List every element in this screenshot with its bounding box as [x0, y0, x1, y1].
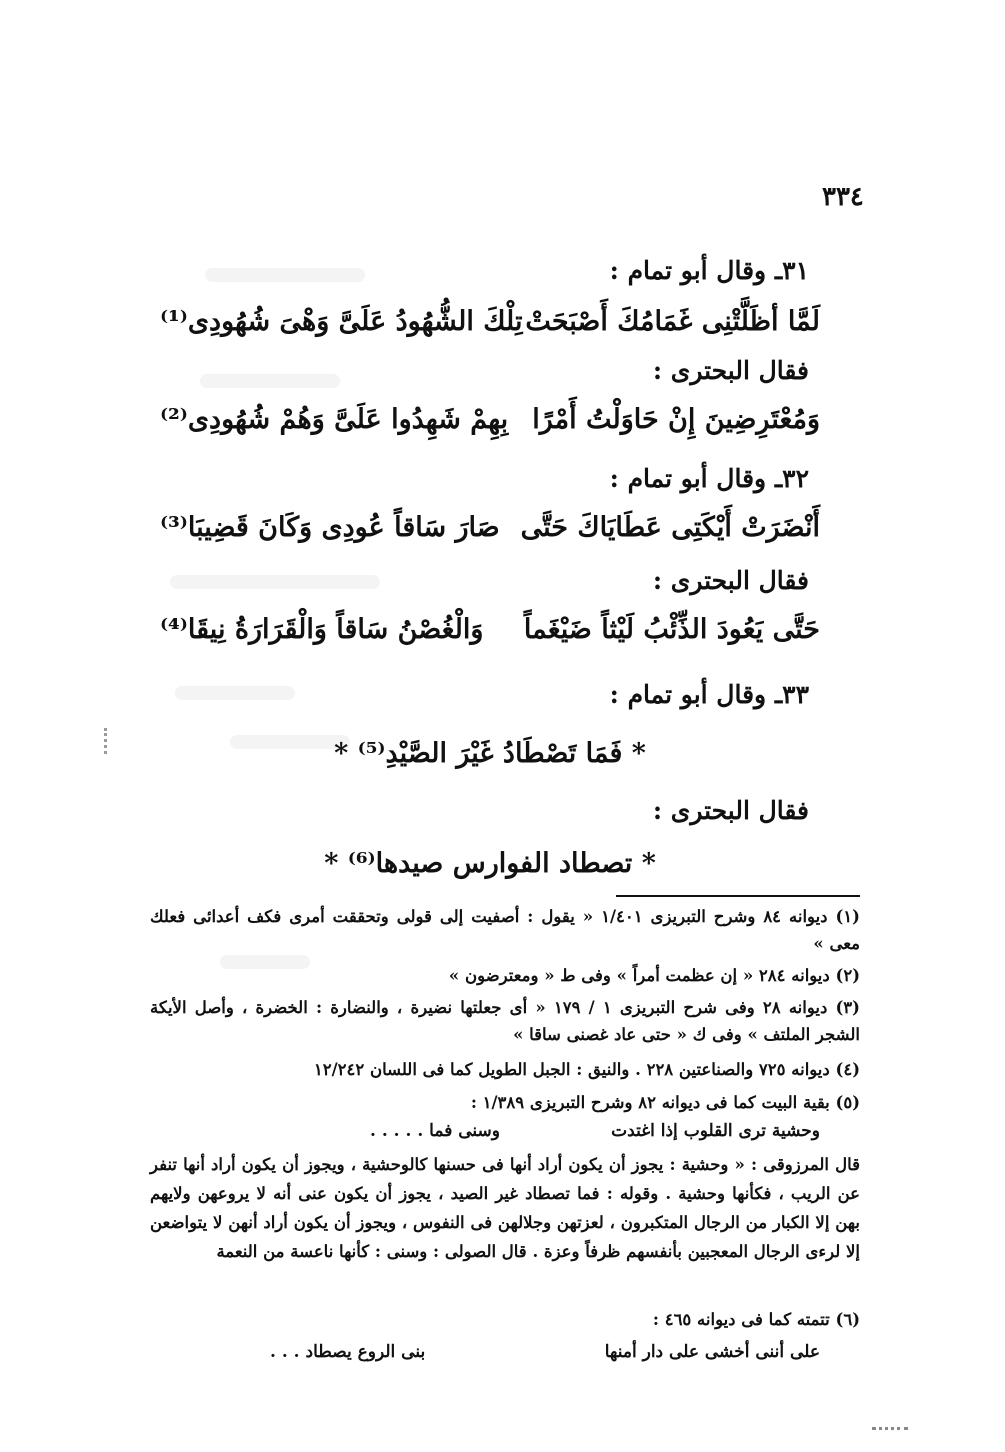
page-number: ٣٣٤ [822, 182, 864, 212]
verse-fragment: * فَمَا تَصْطَادُ غَيْرَ الصَّيْدِ⁽⁵⁾ * [334, 738, 646, 769]
footnote-verse [260, 1121, 820, 1147]
footnote-verse-first: على أننى أخشى على دار أمنها [604, 1342, 820, 1362]
verse-second-hemistich: تِلْكَ الشُّهُودُ عَلَىَّ وَهْىَ شُهُودِى⁽¹⁾ [160, 306, 523, 337]
verse-first-hemistich: أَنْضَرَتْ أَيْكَتِى عَطَايَاكَ حَتَّى [520, 512, 820, 543]
verse-first-hemistich: لَمَّا أظَلَّتْنِى غَمَامُكَ أَصْبَحَتْ [525, 306, 820, 337]
footnote-4: (٤) ديوانه ٧٢٥ والصناعتين ٢٢٨ . والنيق : الجبل الطويل كما فى اللسان ١٢/٢٤٢ [313, 1060, 860, 1079]
reply-heading: فقال البحترى : [652, 796, 809, 825]
footnote-3: (٣) ديوانه ٢٨ وفى شرح التبريزى ١ / ١٧٩ « أى جعلتها نضيرة ، والنضارة : الخضرة ، وأصل الأيكة الشجر الملتف » وفى ك « حتى عاد غصنى ساقا » [150, 998, 860, 1044]
footnote-5: (٥) بقية البيت كما فى ديوانه ٨٢ وشرح التبريزى ١/٣٨٩ : [470, 1093, 860, 1112]
verse-line [160, 512, 820, 548]
verse-line [160, 614, 820, 650]
scan-smudge [205, 268, 365, 282]
scan-mark [872, 1427, 908, 1434]
footnote-divider [616, 895, 860, 897]
verse-second-hemistich: وَالْغُصْنُ سَاقاً وَالْقَرَارَةُ نِيقَا⁽⁴⁾ [160, 614, 484, 645]
margin-dots [104, 728, 115, 754]
footnote-6: (٦) تتمته كما فى ديوانه ٤٦٥ : [652, 1310, 860, 1329]
section-heading: ٣١ـ وقال أبو تمام : [609, 256, 809, 285]
reply-heading: فقال البحترى : [652, 356, 809, 385]
verse-fragment: * تصطاد الفوارس صيدها⁽⁶⁾ * [324, 848, 656, 879]
section-heading: ٣٣ـ وقال أبو تمام : [609, 680, 809, 709]
scan-smudge [220, 955, 310, 969]
footnote-verse-first: وحشية ترى القلوب إذا اغتدت [611, 1121, 820, 1141]
footnote-verse-second: وسنى فما . . . . . [370, 1121, 500, 1141]
reply-heading: فقال البحترى : [652, 566, 809, 595]
verse-first-hemistich: حَتَّى يَعُودَ الذِّئْبُ لَيْثاً ضَيْغَماً [523, 614, 820, 645]
footnote-1: (١) ديوانه ٨٤ وشرح التبريزى ١/٤٠١ « يقول : أصفيت إلى قولى وتحققت أمرى فكف أعدائى فعلك معى » [150, 907, 860, 953]
scan-smudge [170, 575, 380, 589]
section-heading: ٣٢ـ وقال أبو تمام : [609, 464, 809, 493]
verse-second-hemistich: صَارَ سَاقاً عُودِى وَكَانَ قَضِيبَا⁽³⁾ [160, 512, 500, 543]
verse-second-hemistich: بِهِمْ شَهِدُوا عَلَىَّ وَهُمْ شُهُودِى⁽²⁾ [160, 404, 509, 435]
footnote-verse [260, 1342, 820, 1368]
footnote-verse-second: بنى الروع يصطاد . . . [270, 1342, 426, 1362]
footnote-2: (٢) ديوانه ٢٨٤ « إن عظمت أمراً » وفى ط « ومعترضون » [448, 966, 860, 985]
verse-line [160, 306, 820, 342]
scan-smudge [200, 374, 340, 388]
scan-smudge [175, 686, 295, 700]
footnote-5-commentary: قال المرزوقى : « وحشية : يجوز أن يكون أراد أنها فى حسنها كالوحشية ، ويجوز أن يكون أراد أنها تنفر عن الريب ، فكأنها وحشية . وقوله : فما تصطاد غير الصيد ، يجوز أن يكون عنى أنه لا يروعهن ولايهم بهن إلا الكبار من الرجال المتكبرون ، لعزتهن وجلالهن فى النفوس ، ويجوز أن يكون أراد أنهن لا يتواضعن إلا لرءى الرجال المعجبين بأنفسهم ظرفاً وعزة . قال الصولى : وسنى : كأنها ناعسة من النعمة [150, 1155, 860, 1261]
verse-first-hemistich: وَمُعْتَرِضِينَ إِنْ حَاوَلْتُ أَمْرًا [532, 404, 820, 435]
verse-line [160, 404, 820, 440]
